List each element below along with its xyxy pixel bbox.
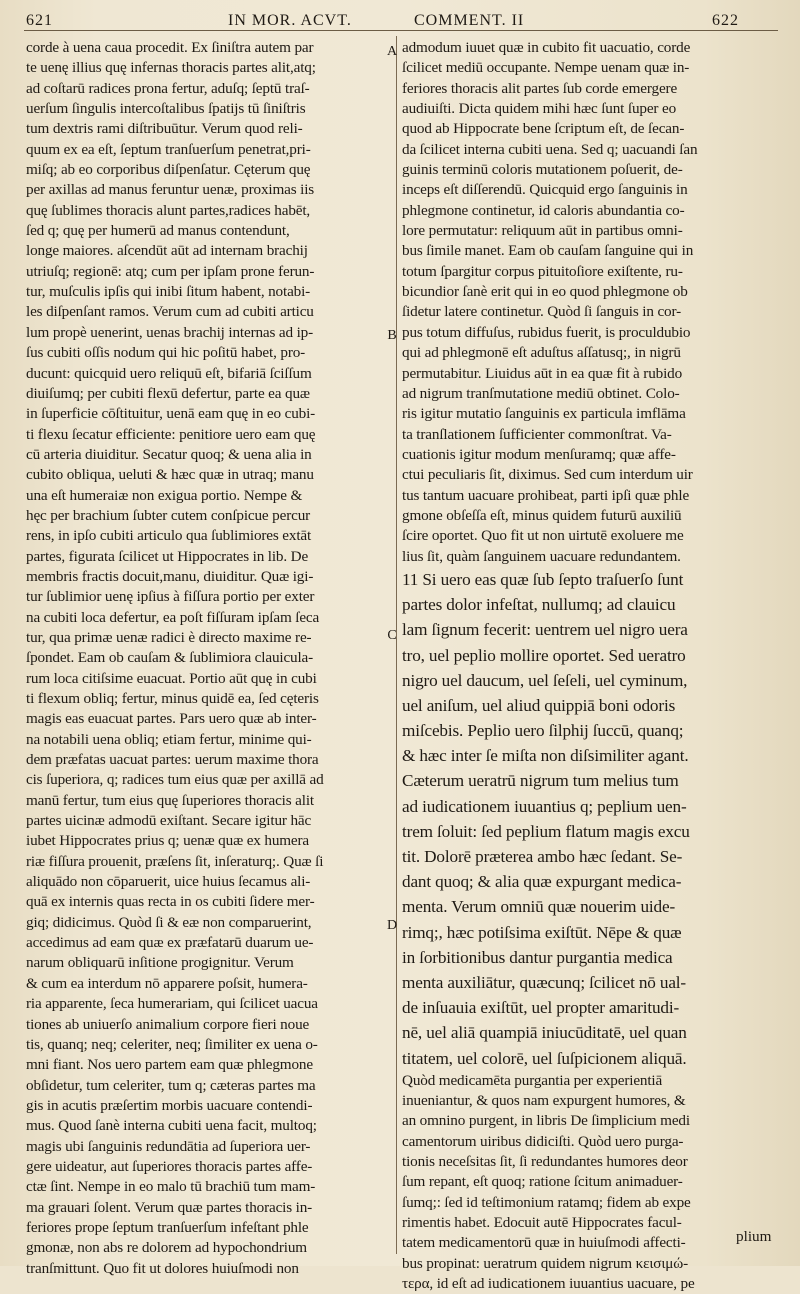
text-line: ſus cubiti oſſis nodum qui hic poſitū habet, pro- [26,344,306,362]
text-line: partes, figurata ſcilicet ut Hippocrates in lib. De [26,547,309,565]
running-title-left: IN MOR. ACVT. [228,12,352,29]
margin-letter-d: D [386,918,398,933]
header-rule [24,30,778,31]
text-line: narum obliquarū inſitione progignitur. Verum [26,954,294,972]
text-line: qui ad phlegmonē eſt aduſtus aſſatusq;, in nigrū [402,344,681,362]
text-line: gere uideatur, aut ſuperiores thoracis partes affe- [26,1157,313,1175]
text-line: per axillas ad manus feruntur uenæ, proximas iis [26,181,315,199]
text-line: nē, uel aliā quampiā iniucūditatē, uel quan [402,1023,687,1043]
text-line: na cubiti loca defertur, ea poſt fiſſuram ipſam ſeca [26,608,320,626]
text-line: Quòd medicamēta purgantia per experientiā [402,1071,663,1089]
text-line: tur, qua primæ uenæ radici è directo maxime re- [26,628,312,646]
text-line: ti flexu ſecatur efficiente: penitiore uero eam quę [26,425,316,443]
text-line: cū arteria diuiditur. Secatur quoq; & uena alia in [26,445,312,463]
text-line: tiones ab uniuerſo animalium corpore fieri noue [26,1015,310,1033]
text-line: audiuiſti. Dicta quidem mihi hæc ſunt ſuper eo [402,100,677,118]
text-line: tit. Dolorē præterea ambo hæc ſedant. Se- [402,847,683,866]
text-line: partes uicinæ admodū exiſtant. Secare igitur hāc [26,812,312,830]
text-line: totum ſpargitur corpus pituitoſiore exiſtente, ru- [402,262,683,280]
text-line: in ſorbitionibus dantur purgantia medica [402,947,673,967]
text-line: inueniantur, & quos nam expurgent humores, & [402,1092,686,1110]
right-text-column [402,38,778,1294]
text-line: ſidetur latere continetur. Quòd ſi ſanguis in cor- [402,303,681,321]
text-line: ſed q; quę per humerū ad manus contendunt, [26,222,290,240]
text-line: ſcire oportet. Quo fit ut non uirtutē exoluere me [402,527,684,545]
text-line: Cæterum ueratrū nigrum tum melius tum [402,771,679,791]
margin-letter-a: A [386,44,398,59]
text-line: partes dolor infeſtat, nullumq; ad clauicu [402,595,676,615]
text-line: hęc per brachium ſubter cutem conſpicue percur [26,506,311,524]
text-line: una eſt humeraiæ non exigua portio. Nempe & [26,486,303,504]
text-line: ctui peculiaris ſit, diximus. Sed cum interdum uir [402,466,693,484]
text-line: accedimus ad eam quæ ex præfatarū duarum ue- [26,934,314,952]
text-line: bicundior ſanè erit qui in eo quod phlegmone ob [402,283,688,301]
text-line: ta tranſlationem ſufficienter commonſtrat. Va- [402,425,672,443]
text-line: tatem medicamentorū quæ in huiuſmodi affecti- [402,1234,686,1252]
text-line: quę ſublimes thoracis alunt partes,radices habēt, [26,201,311,219]
text-line: camentorum uiribus didiciſti. Quòd uero purga- [402,1132,684,1150]
running-header [0,6,800,36]
text-line: magis ubi ſanguinis redundātia ad ſuperiora uer- [26,1137,311,1155]
margin-letter-c: C [387,628,397,643]
text-line: rens, in ipſo cubiti articulo qua ſublimiores extāt [26,527,312,545]
text-line: phlegmone continetur, id caloris abundantia co- [402,201,685,219]
text-line: feriores thoracis alit partes ſub corde emergere [402,79,678,97]
text-line: guinis terminū coloris mutationem poſuerit, de- [402,161,683,179]
column-divider [396,36,397,1254]
text-line: dem præfatas uacuat partes: uerum maxime thora [26,751,319,769]
catchword: plium [736,1228,772,1245]
text-line: quum ex ea eſt, ſeptum tranſuerſum penetrat,pri- [26,140,311,158]
text-line: cubito obliqua, ueluti & hæc quæ in utraq; manu [26,466,314,484]
running-title-right: COMMENT. II [414,12,525,29]
text-line: ctæ ſint. Nempe in eo malo tū brachiū tum mam- [26,1178,316,1196]
text-line: obſidetur, tum celeriter, tum q; cæteras partes ma [26,1076,316,1094]
text-line: ad coſtarū radices prona fertur, aduſq; ſeptū traſ- [26,79,310,97]
text-line: ris igitur mutatio ſanguinis ex particula imflāma [402,405,686,423]
text-line: tis, quanq; neq; celeriter, neq; ſimiliter ex uena o- [26,1035,318,1053]
text-line: & hæc inter ſe miſta non diſsimiliter agant. [402,746,689,766]
text-line: magis eas euacuat partes. Pars uero quæ ab inter- [26,710,317,728]
text-line: ad nigrum tranſmutatione mediū obtinet. Colo- [402,384,680,402]
text-line: manū fertur, tum eius quę ſuperiores thoracis alit [26,791,314,809]
text-line: ſcilicet mediū occupante. Nempe uenam quæ in- [402,59,690,77]
text-line: longe maiores. aſcendūt aūt ad internam brachij [26,242,308,260]
text-line: nigro uel daucum, uel ſeſeli, uel cyminum, [402,670,688,690]
left-text-column [26,38,382,1279]
text-line: uerſum ſingulis intercoſtalibus ſpatijs tū ſiniſtris [26,100,306,118]
text-line: menta auxiliātur, quæcunq; ſcilicet nō ual- [402,972,687,992]
text-line: an omnino purgent, in libris De ſimplicium medi [402,1112,690,1130]
text-line: ſpondet. Eam ob cauſam & ſublimiora clauicula- [26,649,314,667]
text-line: gmone obſeſſa eſt, minus quidem futurū auxiliū [402,506,682,524]
text-line: menta. Verum omniū quæ nouerim uide- [402,897,676,917]
page-number-right: 622 [712,12,739,29]
text-line: feriores prope ſeptum tranſuerſum infeſtant phle [26,1218,309,1236]
text-line: ti flexum obliq; fertur, minus quidē ea, ſed cęteris [26,690,319,707]
text-line: te uenę illius quę infernas thoracis partes alit,atq; [26,59,316,77]
text-line: ad iudicationem iuuantius q; peplium uen- [402,796,687,816]
text-line: tus tantum uacuare prohibeat, parti ipſi quæ phle [402,486,690,504]
text-line: in ſuperficie cōſtituitur, uenā eam quę in eo cubi- [26,405,316,423]
text-line: ſum repant, eſt quoq; ratione ſcitum animaduer- [402,1173,683,1191]
text-line: mni fiant. Nos uero partem eam quæ phlegmone [26,1056,313,1074]
text-line: tum dextris rami diſtribuūtur. Verum quod reli- [26,120,303,138]
text-line: miſcebis. Peplio uero ſilphij ſuccū, quanq; [402,721,684,741]
text-line: tur, muſculis ipſis qui inibi ſitum habent, notabi- [26,283,311,301]
text-line: bus propinat: ueratrum quidem nigrum κεισιμώ- [402,1254,688,1272]
text-line: miſq; ab eo corporibus diſpenſatur. Cęterum quę [26,161,311,179]
text-line: de inſuauia exiſtūt, uel propter amaritudi- [402,998,680,1018]
text-line: gmonæ, non abs re dolorem ad hypochondrium [26,1239,307,1257]
text-line: diuiſumq; per cubiti flexū defertur, parte ea quæ [26,384,310,402]
text-line: rum loca citiſsime euacuat. Portio aūt quę in cubi [26,669,317,687]
text-line: permutabitur. Liuidus aūt in ea quæ fit à rubido [402,364,683,382]
text-line: da ſcilicet interna cubiti uena. Sed q; uacuandi ſan [402,140,698,158]
text-line: cis ſuperiora, q; radices tum eius quæ per axillā ad [26,771,324,789]
text-line: τερα, id eſt ad iudicationem iuuantius uacuare, pe [402,1275,695,1293]
text-line: dant quoq; & alia quæ expurgant medica- [402,872,682,892]
text-line: lum propè uenerint, uenas brachij internas ad ip- [26,323,314,341]
text-line: bus ſimile manet. Eam ob cauſam ſanguine qui in [402,242,694,260]
text-line: rimentis habet. Edocuit autē Hippocrates facul- [402,1214,682,1232]
text-line: & cum ea interdum nō apparere poſsit, humera- [26,974,308,992]
text-line: tranſmittunt. Quo fit ut dolores huiuſmodi non [26,1259,299,1277]
text-line: giq; didicimus. Quòd ſi & eæ non comparuerint, [26,913,312,931]
text-line: iubet Hippocrates prius q; uenæ quæ ex humera [26,832,310,850]
text-line: admodum iuuet quæ in cubito fit uacuatio, corde [402,39,691,56]
text-line: ria apparente, ſeca humerariam, qui ſcilicet uacua [26,995,318,1013]
text-line: quā ex internis quas recta in os cubiti ſidere mer- [26,893,315,911]
text-line: tro, uel peplio mollire oportet. Sed ueratro [402,645,686,665]
page-number-left: 621 [26,12,53,29]
text-line: trem ſoluit: ſed peplium flatum magis excu [402,821,690,841]
text-line: utriuſq; regionē: atq; cum per ipſam prone ferun- [26,262,315,280]
text-line: quod ab Hippocrate bene ſcriptum eſt, de ſecan- [402,120,685,138]
text-line: rimq;, hæc potiſsima exiſtūt. Nēpe & quæ [402,922,682,942]
text-line: inceps eſt diſſerendū. Quicquid ergo ſanguinis in [402,181,688,199]
text-line: les diſpenſant ramos. Verum cum ad cubiti articu [26,303,314,321]
text-line: lam ſignum fecerit: uentrem uel nigro uera [402,620,688,640]
text-line: ſumq;: ſed id teſtimonium ratamq; fidem ab expe [402,1193,691,1211]
text-line: 11 Si uero eas quæ ſub ſepto traſuerſo ſunt [402,569,684,589]
text-line: riæ fiſſura prouenit, præſens ſit, inſeraturq;. Quæ ſi [26,852,324,870]
text-line: pus totum diffuſus, rubidus fuerit, is proculdubio [402,323,691,341]
text-line: tionis neceſsitas ſit, ſi redundantes humores deor [402,1153,688,1171]
text-line: tur ſublimior uenę ipſius à fiſſura portio per exter [26,588,315,606]
text-line: titatem, uel colorē, uel ſuſpicionem aliquā. [402,1048,687,1068]
text-line: membris fractis docuit,manu, diuiditur. Quæ igi- [26,567,314,585]
text-line: gis in acutis præſertim morbis uacuare contendi- [26,1096,313,1114]
margin-letter-b: B [387,328,397,343]
text-line: ducunt: quicquid uero reliquū eſt, bifariā ſciſſum [26,364,312,382]
text-line: aliquādo non cōparuerit, uice huius ſecamus ali- [26,873,311,891]
text-line: ma grauari ſolent. Verum quæ partes thoracis in- [26,1198,313,1216]
text-line: lius ſit, quàm ſanguinem uacuare redundantem. [402,547,681,565]
text-line: corde à uena caua procedit. Ex ſiniſtra autem par [26,39,314,56]
text-line: cuationis igitur modum menſuramq; quæ affe- [402,445,676,463]
text-line: uel aniſum, uel aliud quippiā boni odoris [402,695,676,715]
text-line: mus. Quod ſanè interna cubiti uena facit, multoq; [26,1117,317,1135]
text-line: lore permutatur: reliquum aūt in partibus omni- [402,222,683,240]
text-line: na notabili uena obliq; etiam fertur, minime qui- [26,730,312,748]
